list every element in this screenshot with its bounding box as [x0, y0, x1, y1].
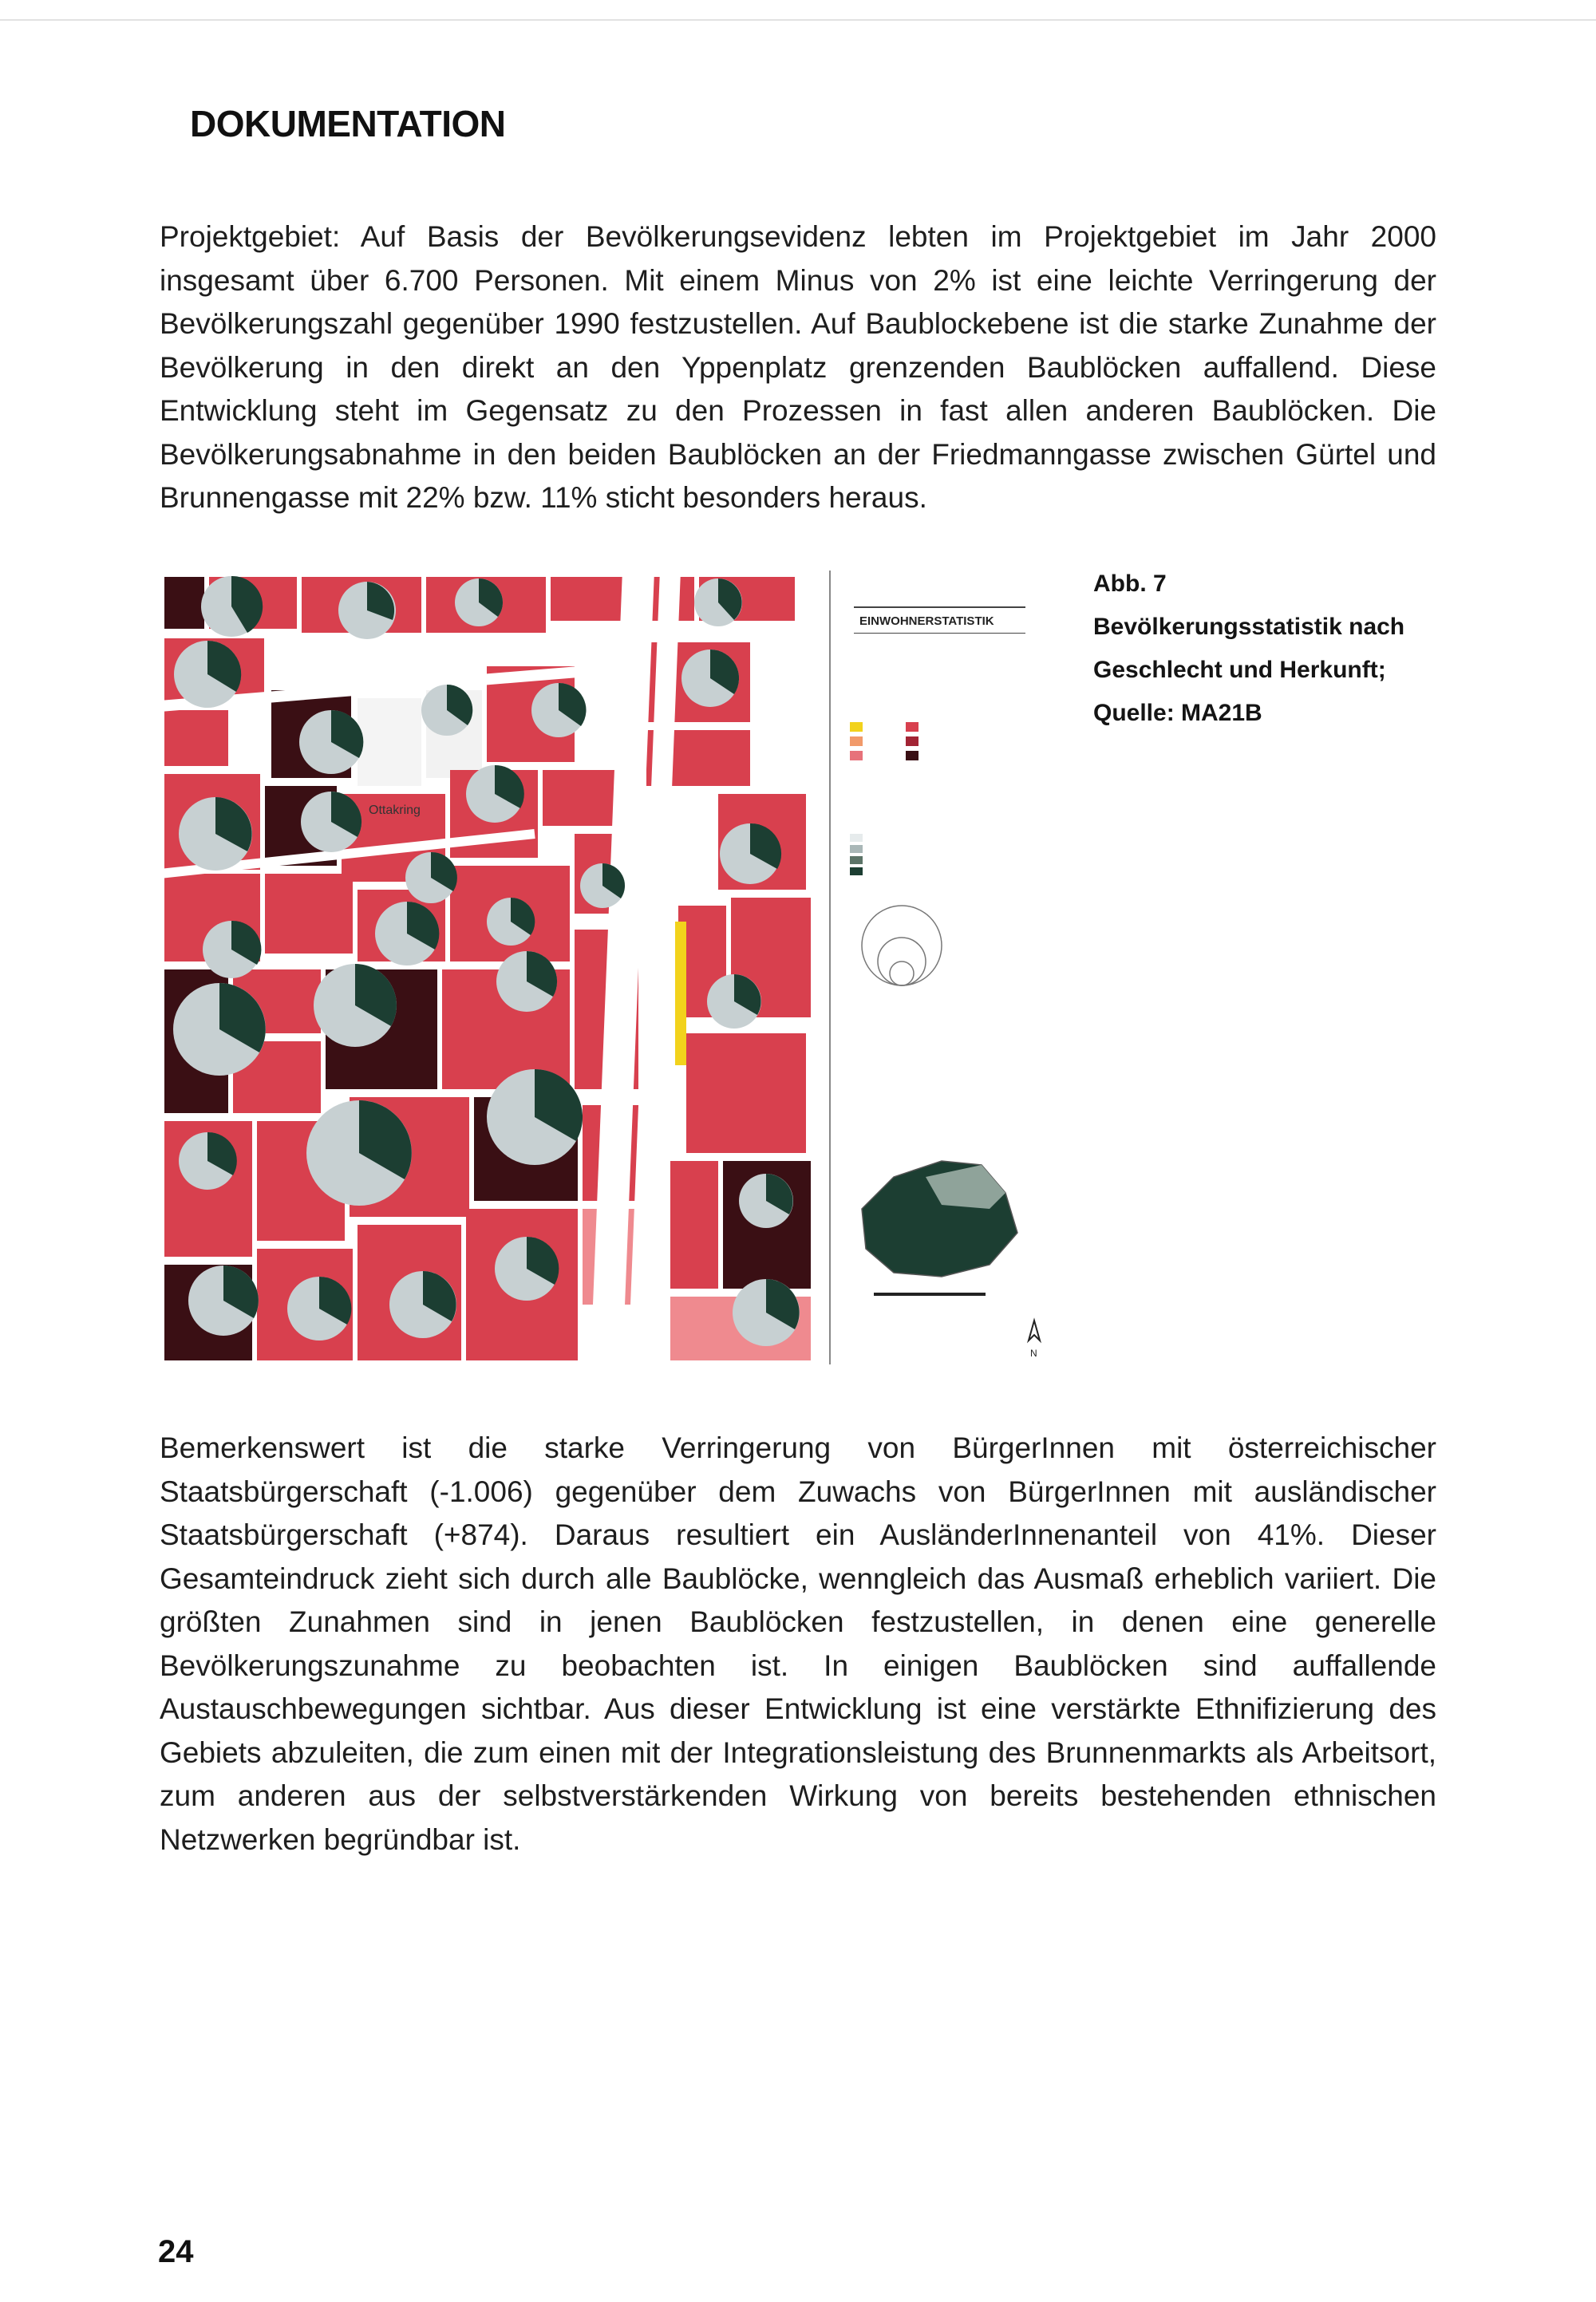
pie-chart: [299, 710, 363, 774]
map-district-label: Ottakring: [369, 804, 421, 817]
pie-chart: [496, 951, 557, 1012]
pie-chart: [174, 641, 241, 708]
intro-paragraph: [160, 215, 1436, 520]
market-strip: [675, 922, 686, 1065]
top-rule: [0, 19, 1596, 21]
pie-chart: [733, 1279, 800, 1346]
pie-chart: [375, 902, 439, 965]
pie-chart: [188, 1266, 259, 1336]
pie-chart: [173, 983, 266, 1076]
population-map-figure: [160, 571, 1045, 1364]
pie-chart: [495, 1237, 559, 1301]
north-arrow-icon: [1029, 1321, 1040, 1341]
caption-source: Quelle: MA21B: [1093, 700, 1262, 726]
pie-chart: [389, 1271, 456, 1338]
pie-chart: [487, 1069, 583, 1165]
pie-chart: [301, 792, 361, 852]
pie-chart: [739, 1174, 793, 1228]
pie-chart: [314, 964, 397, 1047]
pie-chart: [707, 974, 761, 1029]
pie-chart: [531, 683, 587, 737]
pie-chart: [455, 578, 503, 626]
figure-caption: [1093, 563, 1444, 735]
pie-chart: [681, 650, 739, 707]
pie-chart: [201, 576, 263, 637]
pie-chart: [287, 1277, 351, 1341]
pie-chart: [580, 863, 625, 908]
map-legend: [830, 571, 1040, 1364]
pie-chart: [487, 898, 535, 946]
population-map: [160, 571, 1045, 1364]
caption-line: Bevölkerungsstatistik nach: [1093, 614, 1405, 640]
north-label: N: [1030, 1348, 1037, 1359]
pie-chart: [421, 685, 472, 736]
page-number: 24: [158, 2234, 194, 2269]
analysis-paragraph: [160, 1427, 1436, 1862]
pie-chart: [694, 578, 742, 626]
section-heading: DOKUMENTATION: [190, 103, 506, 144]
legend-title: EINWOHNERSTATISTIK: [859, 614, 994, 628]
analysis-paragraph-text: Bemerkenswert ist die starke Verringerung von BürgerInnen mit österreichischer Staatsbürgerschaft (-1.006) gegenüber dem Zuwachs von BürgerInnen mit ausländischer Staatsbürgerschaft (+874). Daraus resultiert ein AusländerInnenanteil von 41%. Dieser Gesamteindruck zieht sich durch alle Baublöcke, wenngleich das Ausmaß erheblich variiert. Die größten Zunahmen sind in jenen Baublöcken festzustellen, in denen eine generelle Bevölkerungszunahme zu beobachten ist. In einigen Baublöcken sind auffallende Austauschbewegungen sichtbar. Aus dieser Entwicklung ist eine verstärkte Ethnifizierung des Gebiets abzuleiten, die zum einen mit der Integrationsleistung des Brunnenmarkts als Arbeitsort, zum anderen aus der selbstverstärkenden Wirkung von bereits bestehenden ethnischen Netzwerken begründbar ist.: [160, 1431, 1436, 1856]
caption-label: Abb. 7: [1093, 571, 1167, 597]
intro-paragraph-text: Projektgebiet: Auf Basis der Bevölkerungsevidenz lebten im Projektgebiet im Jahr 2000 insgesamt über 6.700 Personen. Mit einem Minus von 2% ist eine leichte Verringerung der Bevölkerungszahl gegenüber 1990 festzustellen. Auf Baublockebene ist die starke Zunahme der Bevölkerung in den direkt an den Yppenplatz grenzenden Baublöcken auffallend. Diese Entwicklung steht im Gegensatz zu den Prozessen in fast allen anderen Baublöcken. Die Bevölkerungsabnahme in den beiden Baublöcken an der Friedmanngasse zwischen Gürtel und Brunnengasse mit 22% bzw. 11% sticht besonders heraus.: [160, 220, 1436, 514]
pie-chart: [338, 582, 396, 639]
map-panel: [160, 571, 818, 1364]
caption-line: Geschlecht und Herkunft;: [1093, 657, 1386, 683]
pie-chart: [179, 797, 252, 871]
pie-chart: [306, 1100, 412, 1206]
